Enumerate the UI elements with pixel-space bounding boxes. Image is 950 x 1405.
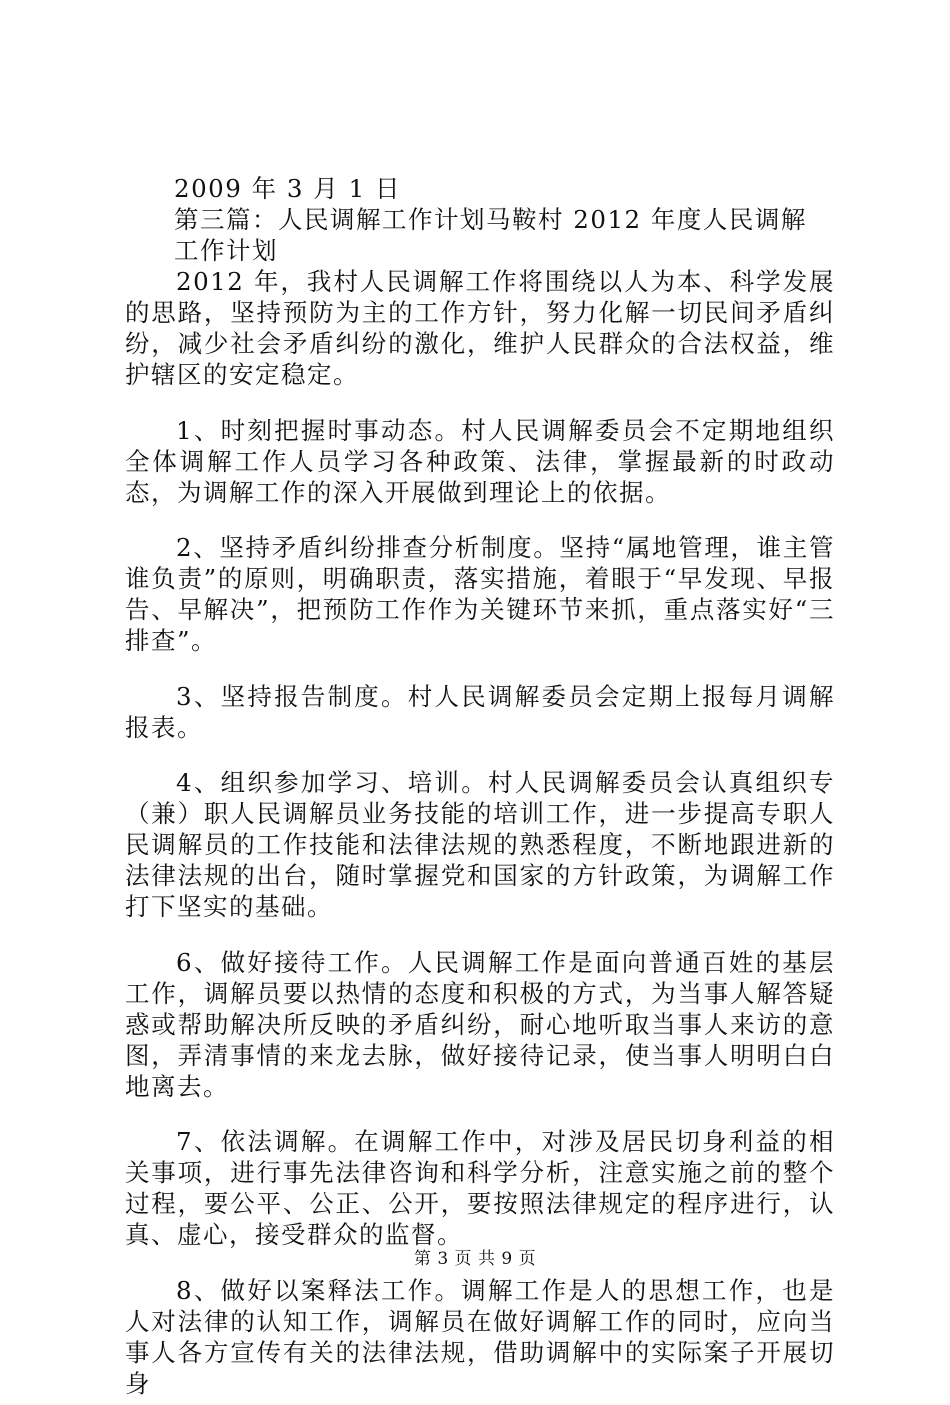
section-heading-line-2: 工作计划 <box>174 236 278 265</box>
paragraph-item-1: 1、时刻把握时事动态。村人民调解委员会不定期地组织全体调解工作人员学习各种政策、法律，掌握最新的时政动态，为调解工作的深入开展做到理论上的依据。 <box>125 415 835 507</box>
document-body <box>125 173 835 1405</box>
page-footer: 第 3 页 共 9 页 <box>413 1249 537 1269</box>
paragraph-item-8: 8、做好以案释法工作。调解工作是人的思想工作，也是人对法律的认知工作，调解员在做好调解工作的同时，应向当事人各方宣传有关的法律法规，借助调解中的实际案子开展切身 <box>125 1275 835 1398</box>
section-heading-line-1: 第三篇：人民调解工作计划马鞍村 2012 年度人民调解 <box>174 205 807 234</box>
paragraph-intro: 2012 年，我村人民调解工作将围绕以人为本、科学发展的思路，坚持预防为主的工作方针，努力化解一切民间矛盾纠纷，减少社会矛盾纠纷的激化，维护人民群众的合法权益，维护辖区的安定稳定。 <box>125 267 835 389</box>
paragraph-item-6: 6、做好接待工作。人民调解工作是面向普通百姓的基层工作，调解员要以热情的态度和积极的方式，为当事人解答疑惑或帮助解决所反映的矛盾纠纷，耐心地听取当事人来访的意图，弄清事情的来龙去脉，做好接待记录，使当事人明明白白地离去。 <box>125 947 835 1101</box>
paragraph-item-2: 2、坚持矛盾纠纷排查分析制度。坚持“属地管理，谁主管谁负责”的原则，明确职责，落实措施，着眼于“早发现、早报告、早解决”，把预防工作作为关键环节来抓，重点落实好“三排查”。 <box>125 533 835 655</box>
date-line: 2009 年 3 月 1 日 <box>174 174 401 203</box>
paragraph-item-4: 4、组织参加学习、培训。村人民调解委员会认真组织专（兼）职人民调解员业务技能的培训工作，进一步提高专职人民调解员的工作技能和法律法规的熟悉程度，不断地跟进新的法律法规的出台，随时掌握党和国家的方针政策，为调解工作打下坚实的基础。 <box>125 768 835 921</box>
paragraph-item-7: 7、依法调解。在调解工作中，对涉及居民切身利益的相关事项，进行事先法律咨询和科学分析，注意实施之前的整个过程，要公平、公正、公开，要按照法律规定的程序进行，认真、虚心，接受群众的监督。 <box>125 1127 835 1249</box>
paragraph-item-3: 3、坚持报告制度。村人民调解委员会定期上报每月调解报表。 <box>125 681 835 742</box>
